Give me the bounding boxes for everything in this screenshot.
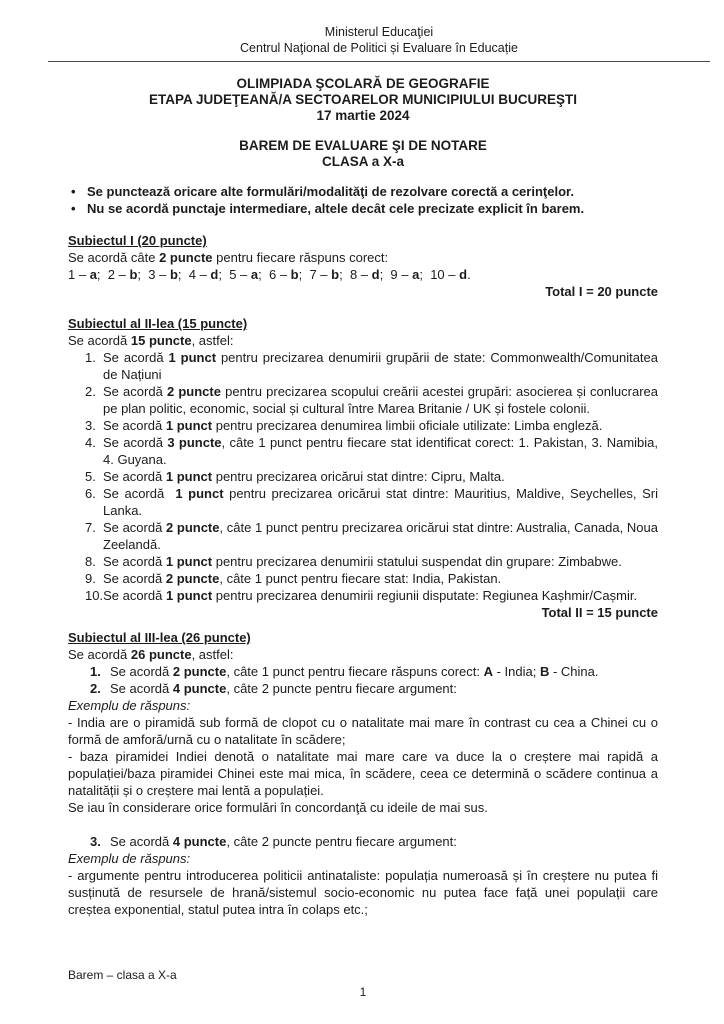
subject-3-heading: Subiectul al III-lea (26 puncte) — [68, 630, 251, 645]
list-item-number: 1. — [90, 664, 101, 679]
example-argument: - baza piramidei Indiei denotă o natalitate mai mare care va duce la o creștere mai rapidă a populației/baza piramidei Chinei este mai mica, în scădere, ceea ce determină o scădere continua a natalității și o creștere mai lentă a populației. — [68, 749, 658, 798]
list-item-number: 2. — [90, 681, 101, 696]
list-item — [85, 468, 658, 485]
subject-3-item-3 — [90, 833, 658, 850]
list-item — [85, 349, 658, 383]
list-item-number: 6. — [85, 486, 96, 501]
subject-2-section — [68, 315, 658, 621]
subject-3-item-1 — [90, 663, 658, 680]
olympiad-title: OLIMPIADA ŞCOLARĂ DE GEOGRAFIE — [236, 76, 490, 91]
example-label: Exemplu de răspuns: — [68, 851, 191, 866]
subject-2-intro: Se acordă 15 puncte, astfel: — [68, 333, 234, 348]
list-item-number: 7. — [85, 520, 96, 535]
list-item-text: Se acordă 2 puncte, câte 1 punct pentru fiecare răspuns corect: A - India; B - China. — [110, 664, 599, 679]
list-item-text: Se acordă 2 puncte pentru precizarea scopului creării acestei grupări: asocierea și conlucrarea pe plan politic, economic, social și cultural între Marea Britanie / UK și fostele colonii. — [103, 384, 658, 416]
list-item-text: Se acordă 1 punct pentru precizarea oricărui stat dintre: Cipru, Malta. — [103, 469, 505, 484]
list-item-number: 2. — [85, 384, 96, 399]
note-text: Nu se acordă punctaje intermediare, altele decât cele precizate explicit în barem. — [87, 201, 585, 216]
note-item — [68, 200, 658, 217]
list-item-text: Se acordă 2 puncte, câte 1 punct pentru precizarea oricărui stat dintre: Australia, Canada, Noua Zeelandă. — [103, 520, 658, 552]
list-item-number: 10. — [85, 588, 104, 603]
list-item-text: Se acordă 3 puncte, câte 1 punct pentru fiecare stat identificat corect: 1. Pakistan, 3. Namibia, 4. Guyana. — [103, 435, 658, 467]
list-item-text: Se acordă 1 punct pentru precizarea denumirii grupării de state: Commonwealth/Comunitatea de Națiuni — [103, 350, 659, 382]
consideration-note: Se iau în considerare orice formulări în concordanţă cu ideile de mai sus. — [68, 800, 488, 815]
bullet-icon — [68, 200, 87, 217]
footer-label: Barem – clasa a X-a — [68, 968, 177, 982]
subject-2-list — [68, 349, 658, 604]
list-item-number: 3. — [85, 418, 96, 433]
ministry-name: Ministerul Educaţiei — [324, 25, 434, 39]
stage-title: ETAPA JUDEŢEANĂ/A SECTOARELOR MUNICIPIULUI BUCUREŞTI — [148, 92, 578, 107]
list-item-number: 4. — [85, 435, 96, 450]
subject-1-section — [68, 232, 658, 300]
list-item-text: Se acordă 4 puncte, câte 2 puncte pentru fiecare argument: — [110, 681, 457, 696]
list-item-text: Se acordă 1 punct pentru precizarea denumirea limbii oficiale utilizate: Limba engleză. — [103, 418, 603, 433]
list-item — [85, 417, 658, 434]
example-argument: - argumente pentru introducerea politicii antinataliste: populația numeroasă și în creștere nu putea fi susținută de resursele de hrană/sistemul socio-economic nu putea face față unei populații care creștea exponential, statul putea intra în colaps etc.; — [68, 868, 658, 917]
list-item — [85, 519, 658, 553]
list-item-text: Se acordă 1 punct pentru precizarea denumirii statului suspendat din grupare: Zimbabwe. — [103, 554, 622, 569]
list-item-number: 3. — [90, 834, 101, 849]
list-item — [85, 383, 658, 417]
note-text: Se punctează oricare alte formulări/modalităţi de rezolvare corectă a cerinţelor. — [87, 184, 574, 199]
bullet-icon — [68, 183, 87, 200]
document-header — [48, 24, 710, 62]
example-label: Exemplu de răspuns: — [68, 698, 191, 713]
subject-1-heading: Subiectul I (20 puncte) — [68, 233, 207, 248]
page-number: 1 — [359, 985, 367, 999]
subject-1-total: Total I = 20 puncte — [545, 284, 658, 299]
list-item-number: 8. — [85, 554, 96, 569]
example-argument: - India are o piramidă sub formă de clopot cu o natalitate mai mare în contrast cu cea a Chinei cu o formă de amforă/urnă cu o natalitate în scădere; — [68, 715, 658, 747]
subject-1-intro: Se acordă câte 2 puncte pentru fiecare răspuns corect: — [68, 250, 389, 265]
list-item — [85, 570, 658, 587]
center-name: Centrul Naţional de Politici și Evaluare în Educație — [240, 41, 518, 55]
list-item — [85, 553, 658, 570]
list-item — [85, 434, 658, 468]
subject-1-answers: 1 – a; 2 – b; 3 – b; 4 – d; 5 – a; 6 – b; 7 – b; 8 – d; 9 – a; 10 – d. — [68, 267, 471, 282]
list-item-number: 9. — [85, 571, 96, 586]
title-block — [68, 76, 658, 124]
list-item-number: 5. — [85, 469, 96, 484]
class-title: CLASA a X-a — [321, 154, 404, 169]
list-item — [85, 587, 658, 604]
list-item — [85, 485, 658, 519]
page-footer — [68, 967, 658, 1000]
subtitle-block — [68, 138, 658, 170]
barem-title: BAREM DE EVALUARE ŞI DE NOTARE — [239, 138, 487, 153]
general-notes — [68, 183, 658, 217]
list-item-text: Se acordă 4 puncte, câte 2 puncte pentru fiecare argument: — [110, 834, 457, 849]
subject-2-heading: Subiectul al II-lea (15 puncte) — [68, 316, 248, 331]
date-line: 17 martie 2024 — [316, 108, 410, 123]
note-item — [68, 183, 658, 200]
list-item-text: Se acordă 1 punct pentru precizarea denumirii regiunii disputate: Regiunea Kașhmir/Cașmir. — [103, 588, 638, 603]
list-item-text: Se acordă 2 puncte, câte 1 punct pentru fiecare stat: India, Pakistan. — [103, 571, 502, 586]
list-item-text: Se acordă 1 punct pentru precizarea oricărui stat dintre: Mauritius, Maldive, Seychelles, Sri Lanka. — [103, 486, 658, 518]
subject-2-total: Total II = 15 puncte — [541, 605, 658, 620]
list-item-number: 1. — [85, 350, 96, 365]
subject-3-item-2 — [90, 680, 658, 697]
subject-3-intro: Se acordă 26 puncte, astfel: — [68, 647, 234, 662]
subject-3-section — [68, 629, 658, 918]
